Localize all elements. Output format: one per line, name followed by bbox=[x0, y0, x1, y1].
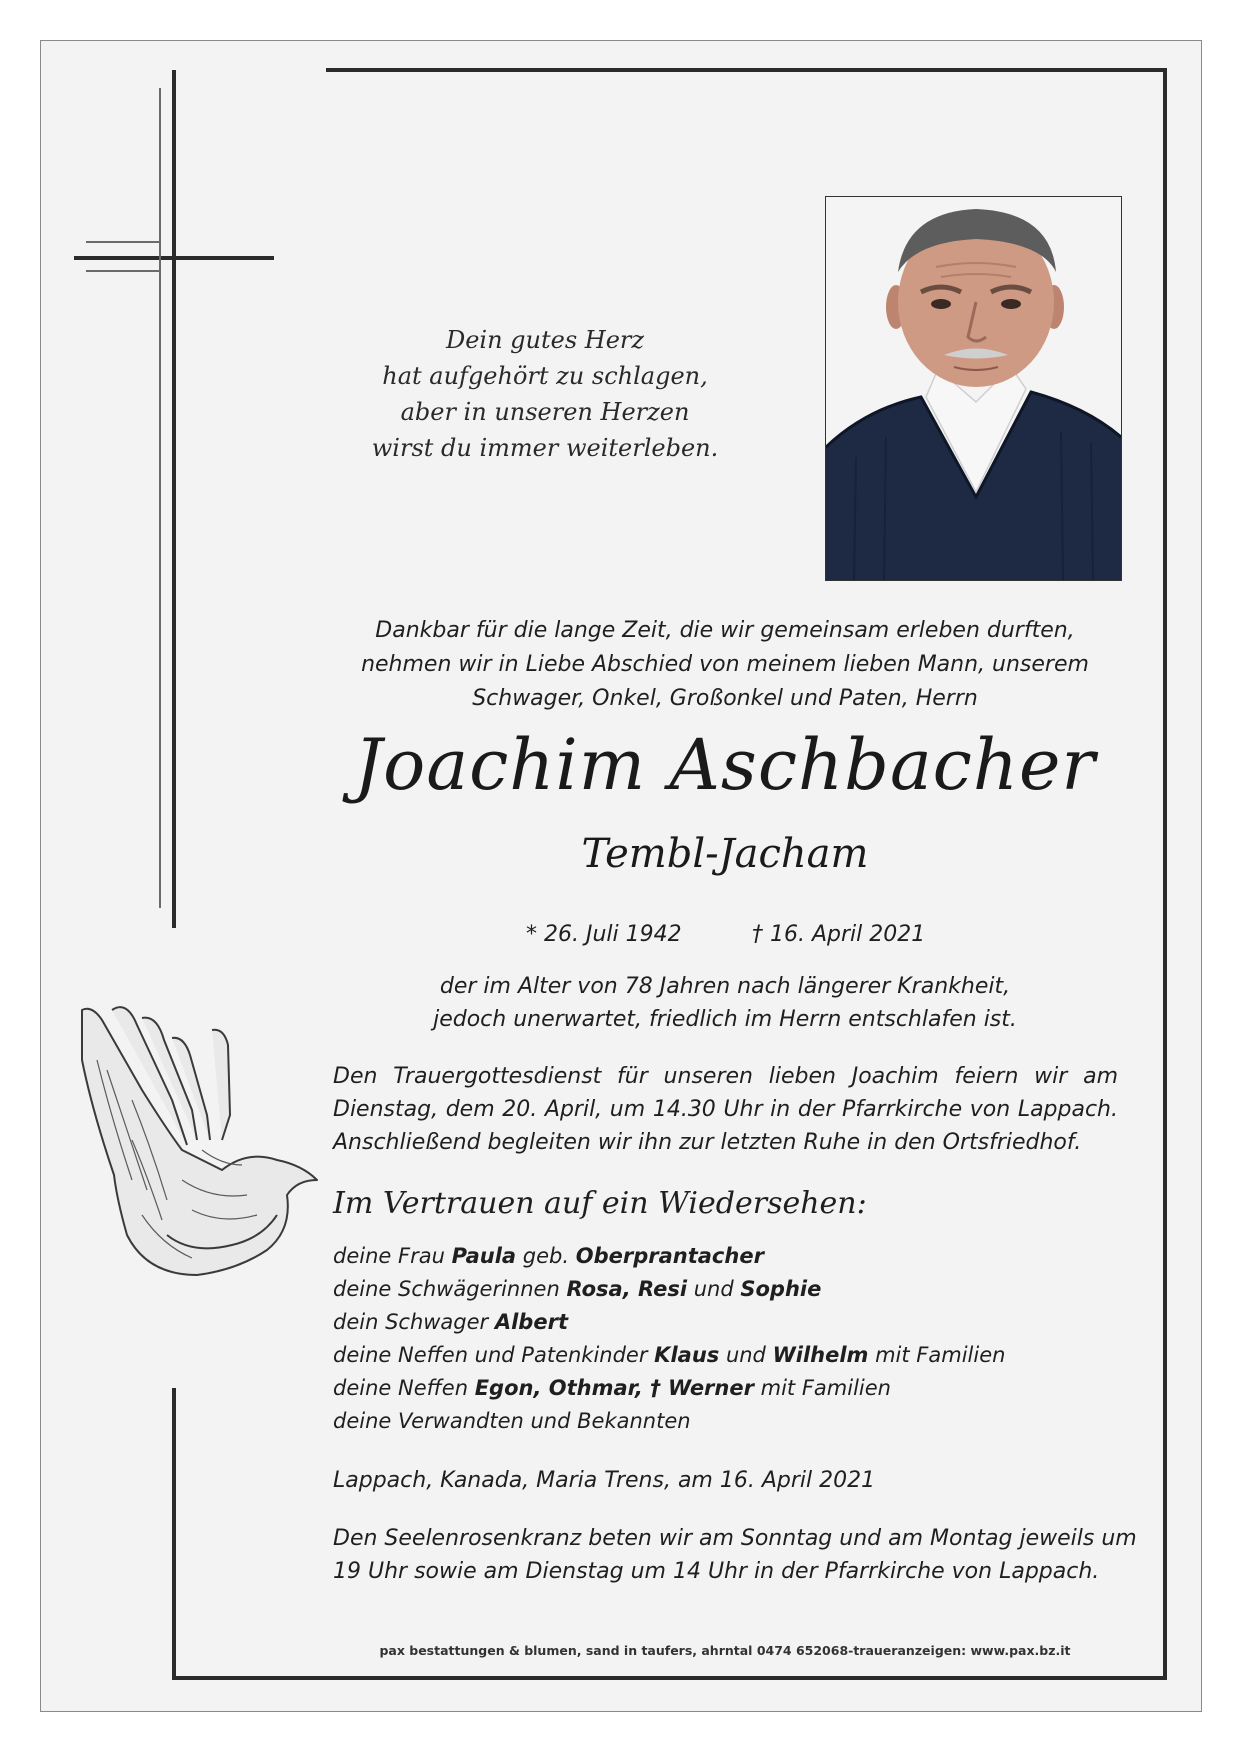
intro-text bbox=[330, 614, 1120, 716]
portrait-photo bbox=[825, 196, 1122, 581]
mourner-line bbox=[333, 1405, 1005, 1438]
mourner-relation: und bbox=[687, 1277, 741, 1301]
birth-date: * 26. Juli 1942 bbox=[526, 922, 682, 947]
mourners-list bbox=[333, 1240, 1005, 1438]
mourner-relation: deine Schwägerinnen bbox=[333, 1277, 567, 1301]
memorial-poem bbox=[345, 322, 745, 466]
frame-right-line bbox=[1163, 68, 1167, 1680]
place-date: Lappach, Kanada, Maria Trens, am 16. April 2021 bbox=[333, 1468, 876, 1493]
rosary-line: 19 Uhr sowie am Dienstag um 14 Uhr in der Pfarrkirche von Lappach. bbox=[333, 1559, 1100, 1584]
mourner-name: Paula bbox=[451, 1244, 517, 1268]
mourner-relation: deine Verwandten und Bekannten bbox=[333, 1409, 691, 1433]
mourner-relation: mit Familien bbox=[753, 1376, 891, 1400]
frame-bottom-line bbox=[172, 1676, 1167, 1680]
cross-inner-upper bbox=[86, 241, 160, 243]
deceased-name: Joachim Aschbacher bbox=[354, 724, 1096, 806]
praying-hands-icon bbox=[72, 1000, 322, 1290]
rosary-text bbox=[333, 1522, 1137, 1588]
rosary-line: Den Seelenrosenkranz beten wir am Sonntag und am Montag jeweils um bbox=[333, 1526, 1137, 1551]
age-line: jedoch unerwartet, friedlich im Herrn entschlafen ist. bbox=[433, 1007, 1017, 1032]
death-date: † 16. April 2021 bbox=[752, 922, 926, 947]
age-line: der im Alter von 78 Jahren nach längerer Krankheit, bbox=[439, 974, 1011, 999]
mourner-line bbox=[333, 1306, 1005, 1339]
mourner-name: Oberprantacher bbox=[575, 1244, 764, 1268]
mourner-line bbox=[333, 1372, 1005, 1405]
deceased-nickname: Tembl-Jacham bbox=[581, 831, 869, 877]
cross-vertical bbox=[172, 70, 176, 928]
mourner-name: Albert bbox=[494, 1310, 568, 1334]
intro-line: Dankbar für die lange Zeit, die wir gemeinsam erleben durften, bbox=[375, 618, 1075, 643]
poem-line: aber in unseren Herzen bbox=[400, 398, 690, 426]
frame-top-line bbox=[326, 68, 1166, 72]
mourner-relation: deine Neffen bbox=[333, 1376, 475, 1400]
mourner-relation: deine Neffen und Patenkinder bbox=[333, 1343, 655, 1367]
cross-inner-vertical bbox=[159, 88, 161, 908]
poem-line: wirst du immer weiterleben. bbox=[371, 434, 719, 462]
mourner-name: Wilhelm bbox=[772, 1343, 869, 1367]
mourner-relation: geb. bbox=[516, 1244, 576, 1268]
frame-left-lower-line bbox=[172, 1388, 176, 1678]
mourner-line bbox=[333, 1273, 1005, 1306]
trust-heading: Im Vertrauen auf ein Wiedersehen: bbox=[333, 1186, 867, 1221]
service-line: Dienstag, dem 20. April, um 14.30 Uhr in der Pfarrkirche von Lappach. bbox=[333, 1097, 1118, 1122]
poem-line: Dein gutes Herz bbox=[445, 326, 645, 354]
mourner-line bbox=[333, 1339, 1005, 1372]
mourner-relation: und bbox=[719, 1343, 773, 1367]
age-text bbox=[330, 970, 1120, 1036]
service-text bbox=[333, 1060, 1118, 1159]
mourner-relation: deine Frau bbox=[333, 1244, 452, 1268]
portrait-illustration bbox=[826, 197, 1121, 580]
mourner-name: Sophie bbox=[740, 1277, 822, 1301]
cross-inner-lower bbox=[86, 270, 160, 272]
mourner-name: Egon, Othmar, † Werner bbox=[474, 1376, 754, 1400]
service-line: Anschließend begleiten wir ihn zur letzten Ruhe in den Ortsfriedhof. bbox=[333, 1130, 1082, 1155]
cross-horizontal bbox=[74, 256, 274, 260]
mourner-relation: dein Schwager bbox=[333, 1310, 495, 1334]
mourner-name: Klaus bbox=[654, 1343, 720, 1367]
footer-credit: pax bestattungen & blumen, sand in taufers, ahrntal 0474 652068-traueranzeigen: www.pax.bz.it bbox=[379, 1643, 1071, 1658]
mourner-line bbox=[333, 1240, 1005, 1273]
mourner-name: Rosa, Resi bbox=[566, 1277, 688, 1301]
service-line: Den Trauergottesdienst für unseren lieben Joachim feiern wir am bbox=[333, 1064, 1118, 1089]
intro-line: nehmen wir in Liebe Abschied von meinem lieben Mann, unserem bbox=[361, 652, 1089, 677]
poem-line: hat aufgehört zu schlagen, bbox=[382, 362, 708, 390]
intro-line: Schwager, Onkel, Großonkel und Paten, Herrn bbox=[472, 686, 978, 711]
mourner-relation: mit Familien bbox=[868, 1343, 1006, 1367]
